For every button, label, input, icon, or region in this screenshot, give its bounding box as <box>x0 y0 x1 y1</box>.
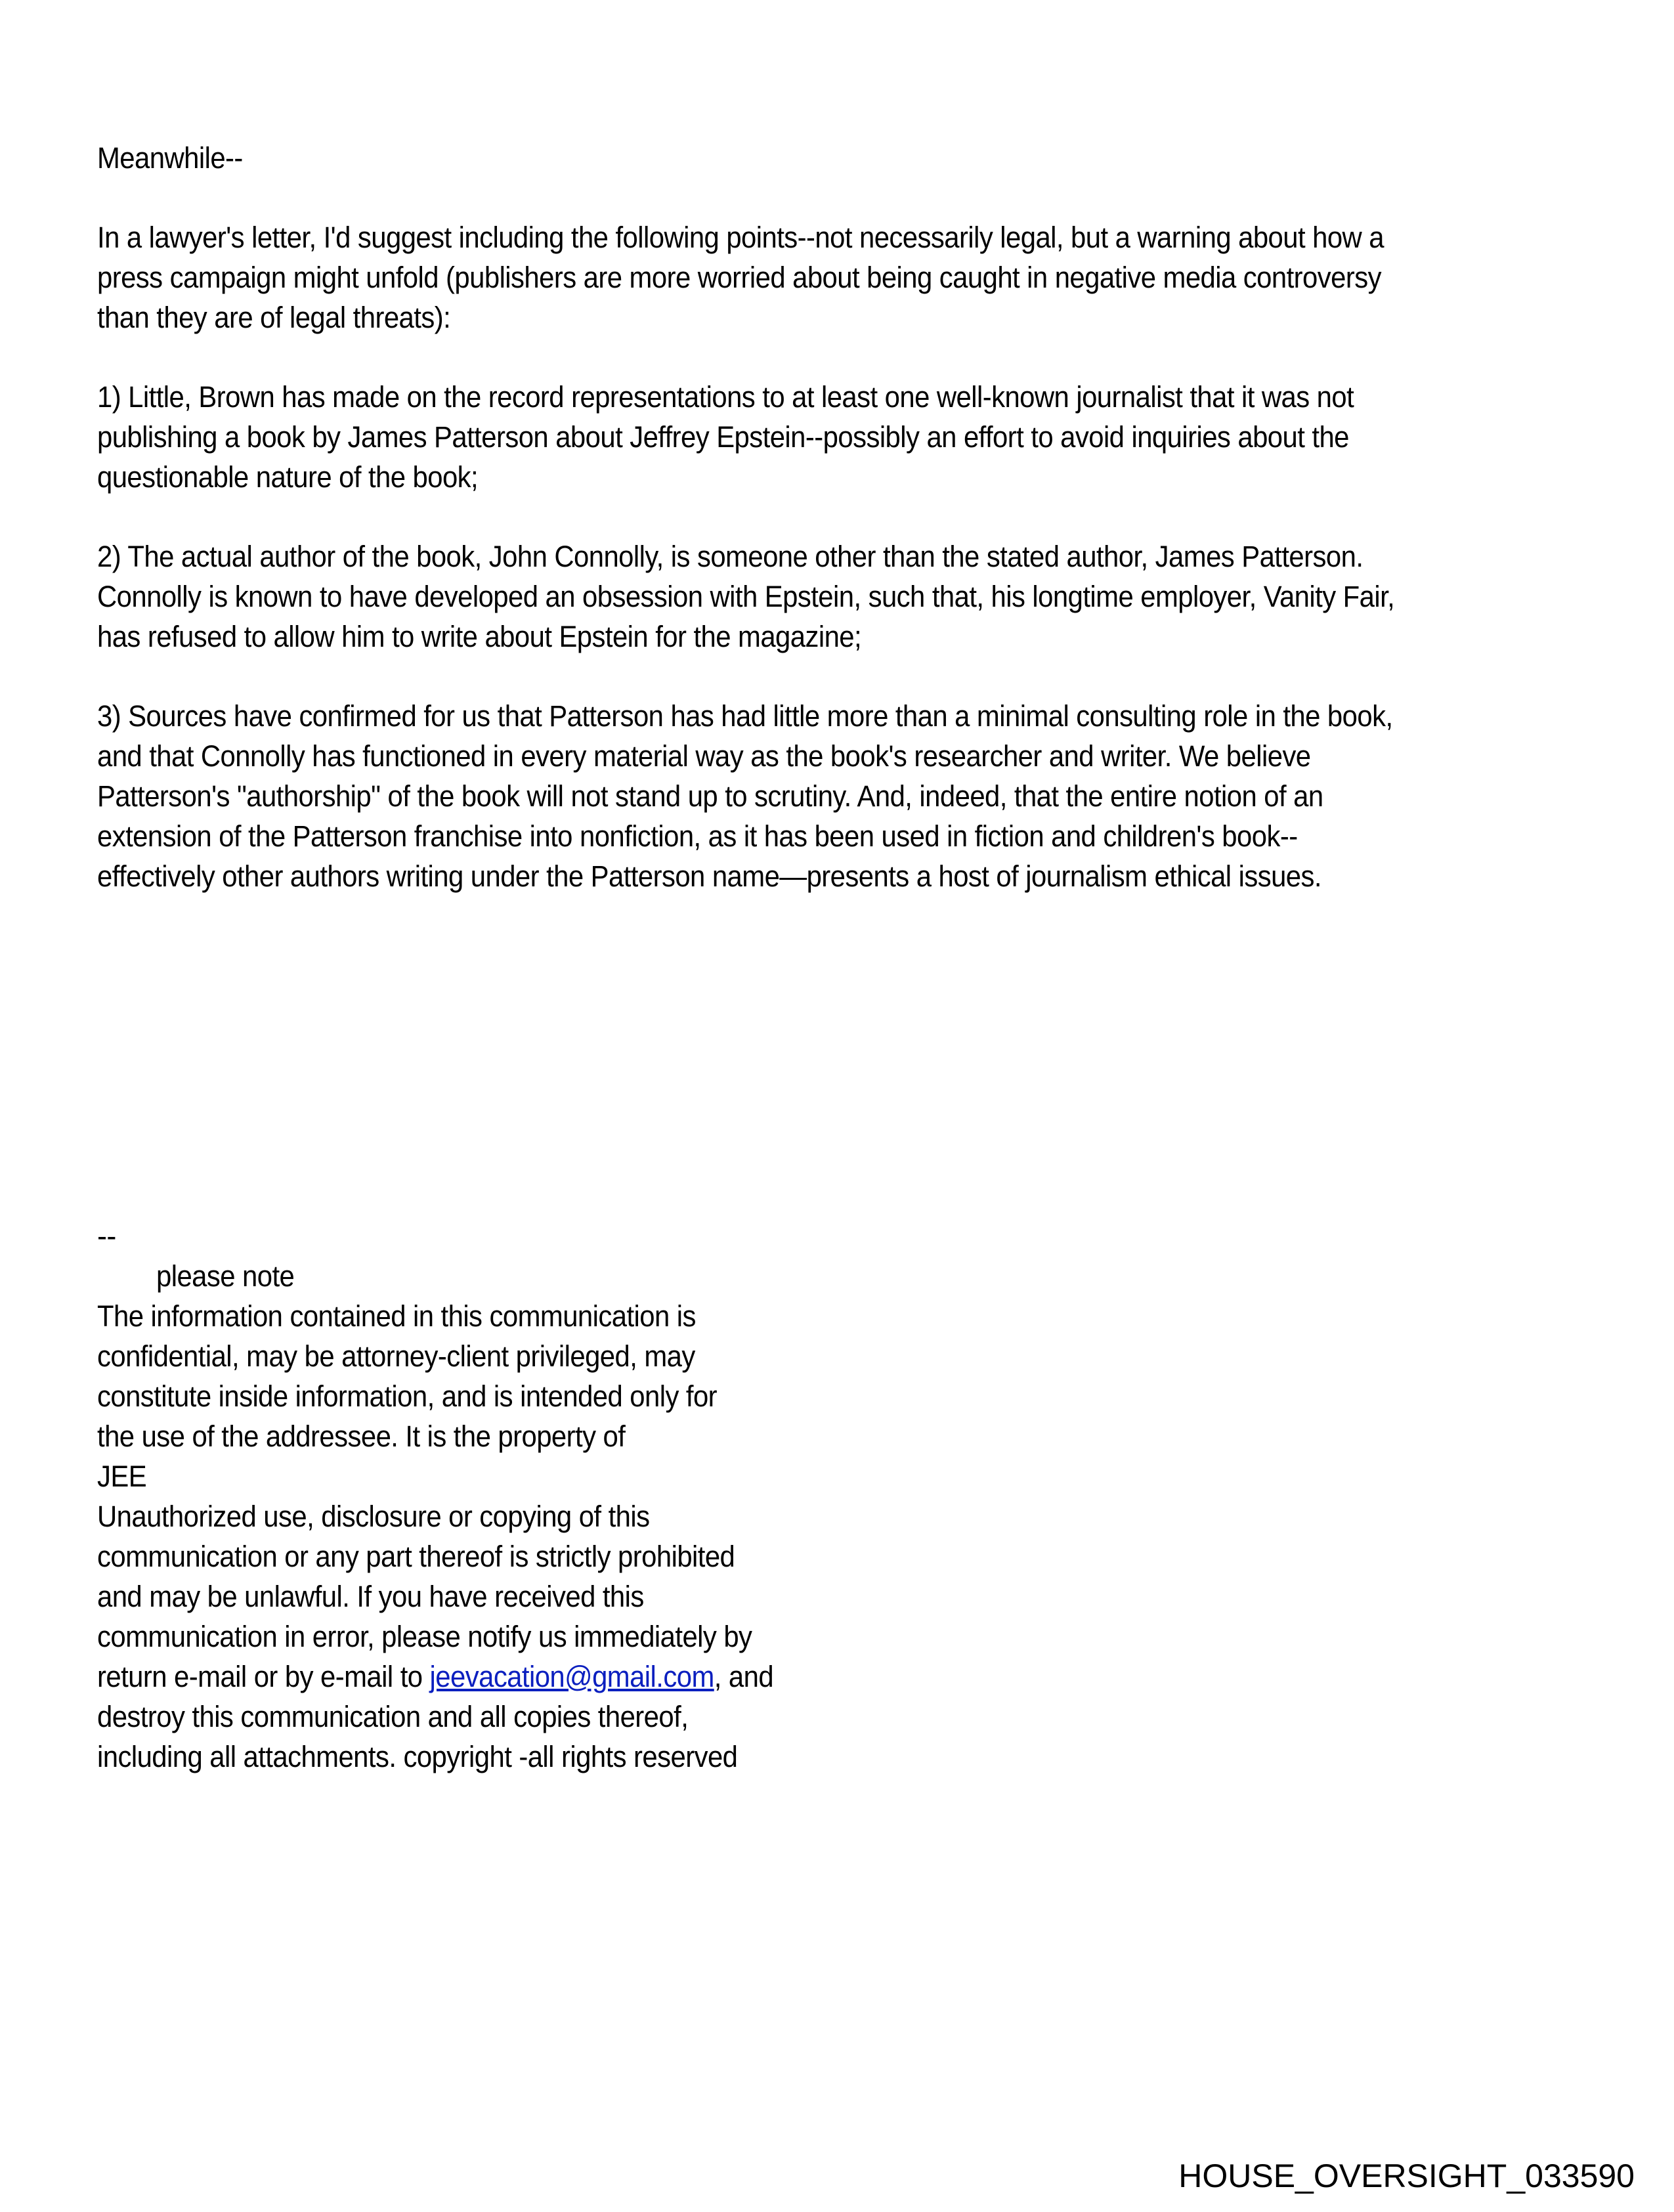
disclaimer-line: including all attachments. copyright -all rights reserved <box>97 1740 738 1773</box>
point-line: publishing a book by James Patterson about Jeffrey Epstein--possibly an effort to avoid inquiries about the <box>97 420 1349 454</box>
point-line: extension of the Patterson franchise into nonfiction, as it has been used in fiction and children's book-- <box>97 819 1298 853</box>
intro-line: press campaign might unfold (publishers are more worried about being caught in negative media controversy <box>97 261 1381 294</box>
point-line: effectively other authors writing under the Patterson name—presents a host of journalism ethical issues. <box>97 859 1321 893</box>
intro-line: In a lawyer's letter, I'd suggest including the following points--not necessarily legal, but a warning about how a <box>97 221 1384 254</box>
please-note-label: please note <box>156 1259 295 1293</box>
disclaimer-line: constitute inside information, and is intended only for <box>97 1379 718 1413</box>
disclaimer-line: JEE <box>97 1460 147 1493</box>
point-line: 3) Sources have confirmed for us that Patterson has had little more than a minimal consulting role in the book, <box>97 699 1393 733</box>
disclaimer-line: communication in error, please notify us immediately by <box>97 1620 752 1653</box>
point-line: 2) The actual author of the book, John Connolly, is someone other than the stated author, James Patterson. <box>97 540 1363 573</box>
point-line: and that Connolly has functioned in every material way as the book's researcher and writer. We believe <box>97 739 1311 773</box>
disclaimer-line: Unauthorized use, disclosure or copying of this <box>97 1500 650 1533</box>
intro-line: than they are of legal threats): <box>97 301 451 334</box>
email-link[interactable]: jeevacation@gmail.com <box>429 1660 714 1693</box>
email-line-suffix: , and <box>714 1660 774 1693</box>
disclaimer-line: The information contained in this communication is <box>97 1299 696 1333</box>
email-line-prefix: return e-mail or by e-mail to <box>97 1660 430 1693</box>
point-line: questionable nature of the book; <box>97 460 479 494</box>
disclaimer-line: destroy this communication and all copies thereof, <box>97 1700 689 1733</box>
point-line: 1) Little, Brown has made on the record representations to at least one well-known journalist that it was not <box>97 380 1354 414</box>
disclaimer-line: communication or any part thereof is strictly prohibited <box>97 1540 735 1573</box>
bates-number: HOUSE_OVERSIGHT_033590 <box>1178 2158 1635 2194</box>
disclaimer-line: confidential, may be attorney-client privileged, may <box>97 1339 695 1373</box>
point-line: has refused to allow him to write about Epstein for the magazine; <box>97 620 862 653</box>
point-line: Connolly is known to have developed an obsession with Epstein, such that, his longtime employer, Vanity Fair, <box>97 580 1395 613</box>
signature-separator: -- <box>97 1219 116 1253</box>
disclaimer-line: and may be unlawful. If you have received this <box>97 1580 644 1613</box>
disclaimer-line: the use of the addressee. It is the property of <box>97 1420 626 1453</box>
disclaimer-email-line <box>97 1657 773 1697</box>
opening-line: Meanwhile-- <box>97 141 243 175</box>
point-line: Patterson's "authorship" of the book will not stand up to scrutiny. And, indeed, that the entire notion of an <box>97 779 1323 813</box>
